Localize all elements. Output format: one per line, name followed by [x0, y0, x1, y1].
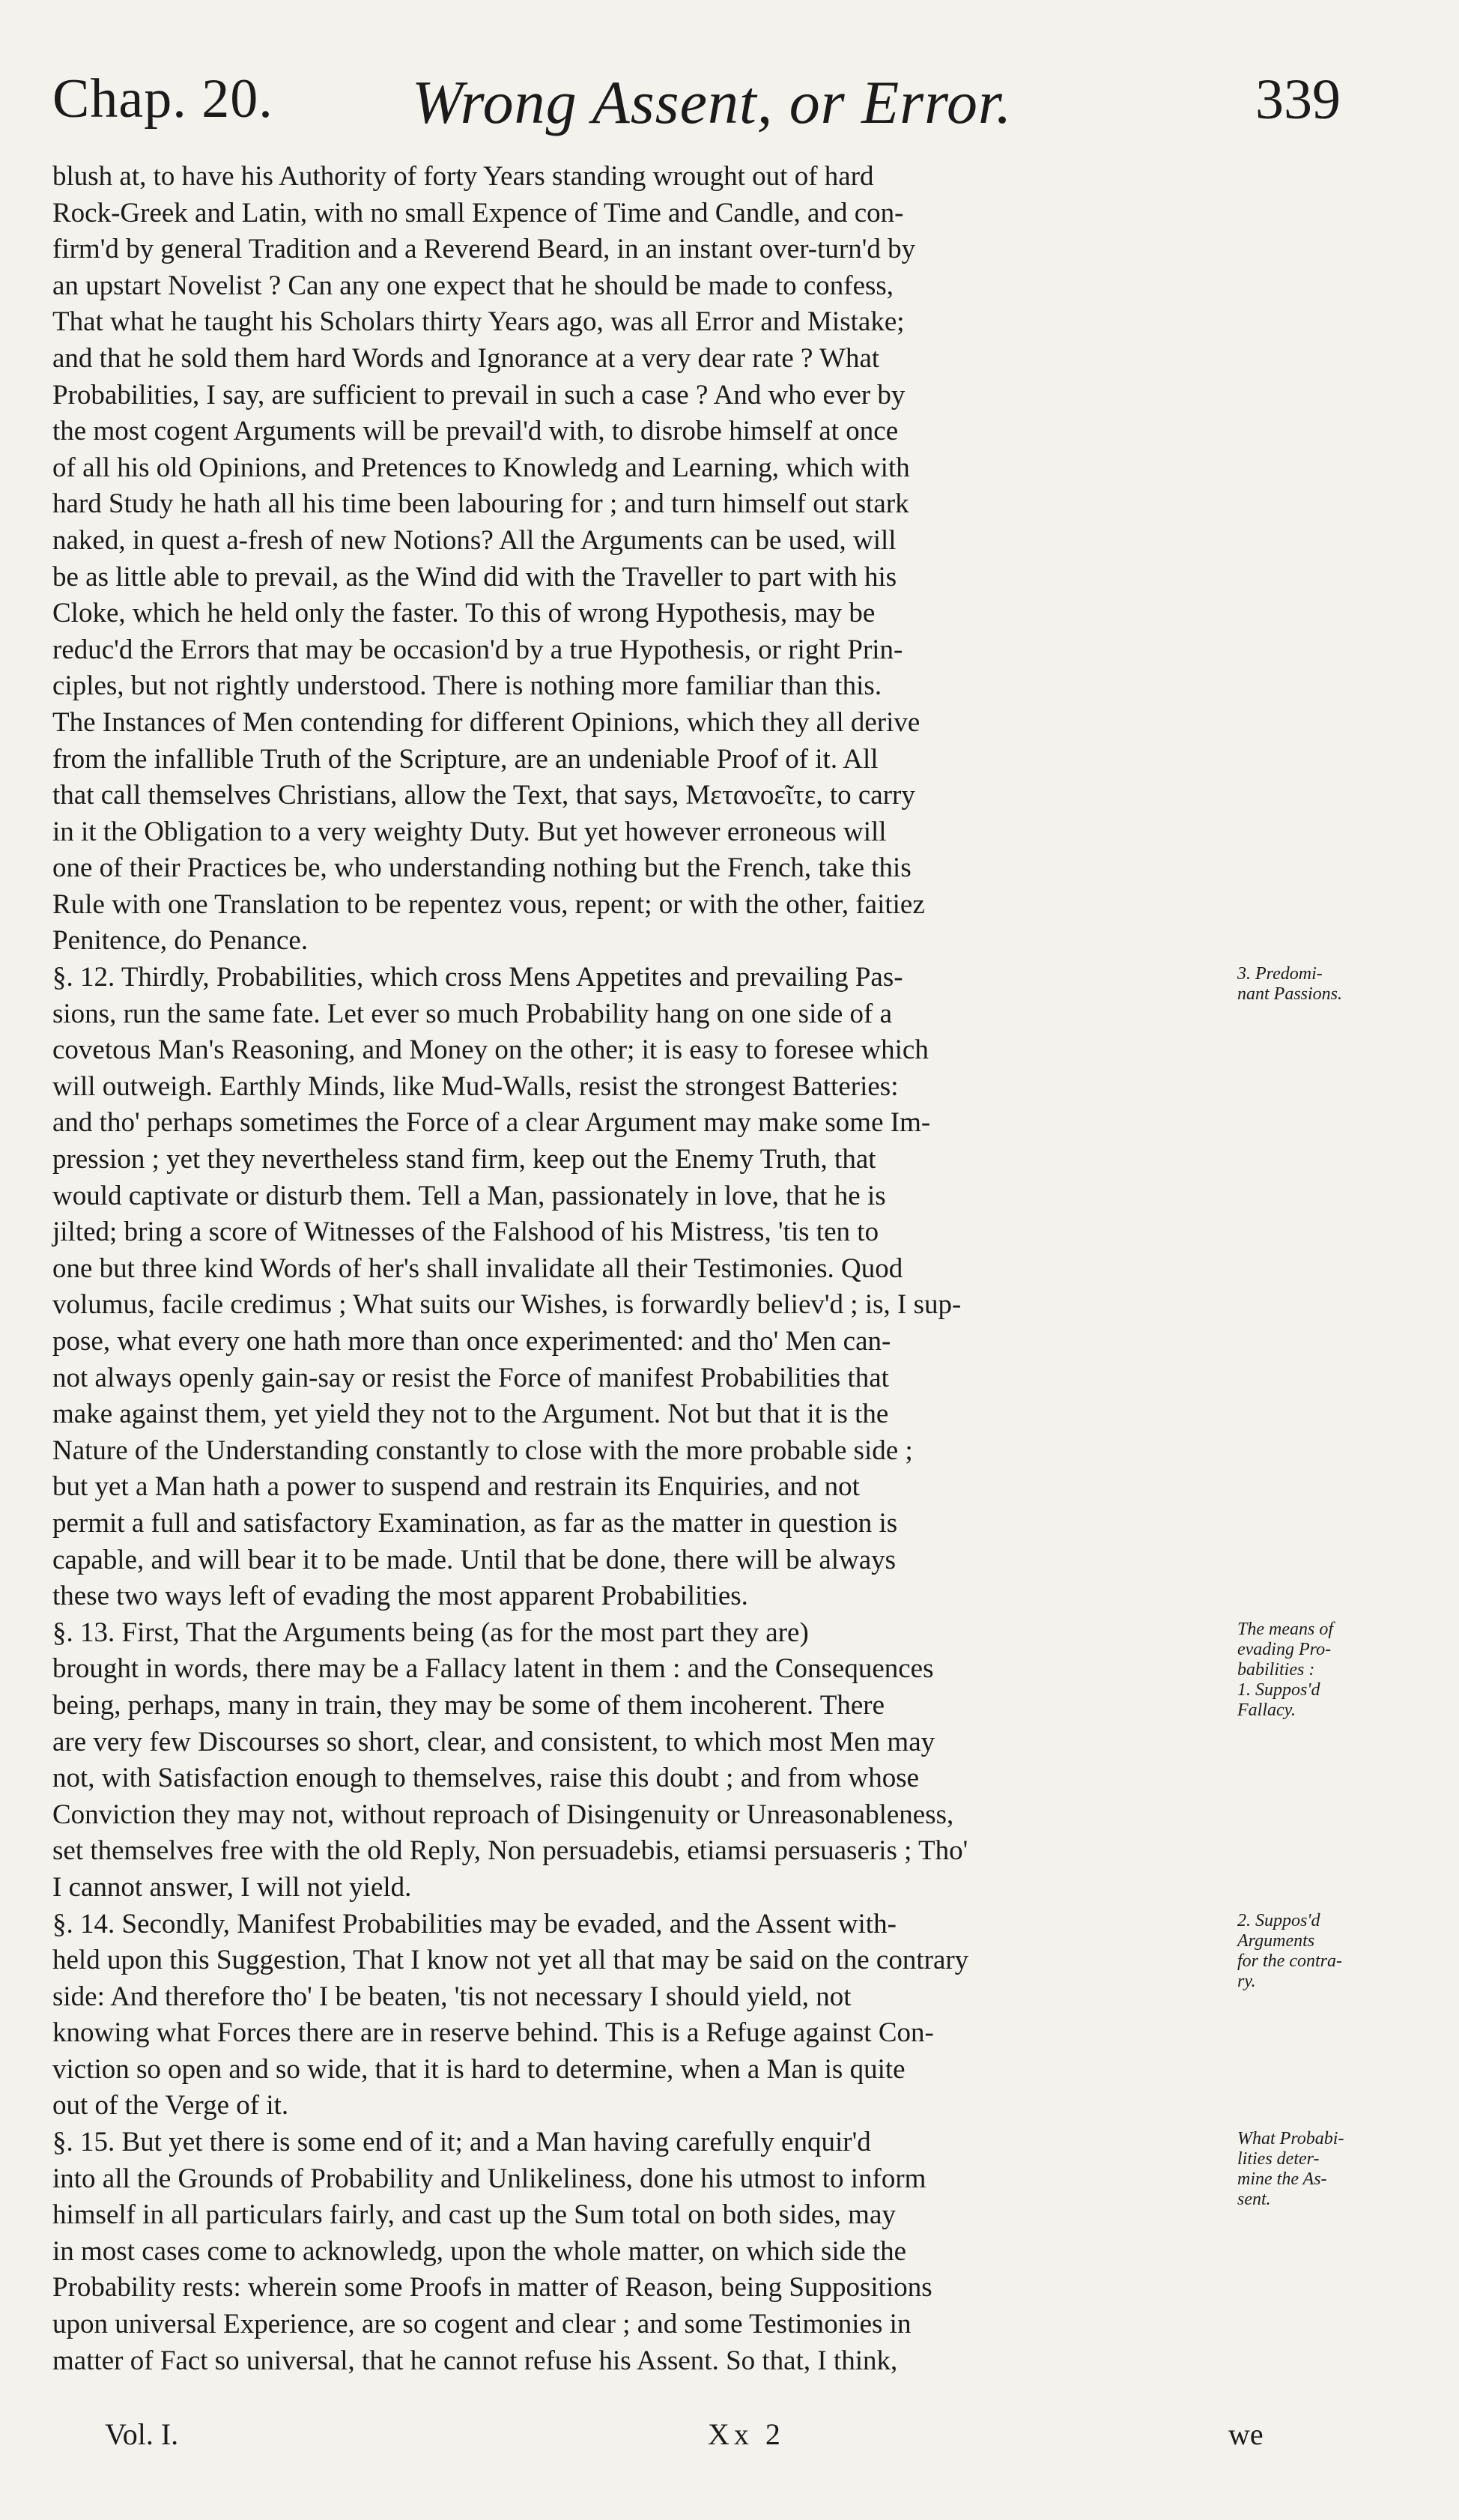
catchword: we	[1228, 2417, 1264, 2451]
text-line: these two ways left of evading the most apparent Probabilities.	[52, 1581, 748, 1612]
text-line: viction so open and so wide, that it is hard to determine, when a Man is quite	[52, 2053, 906, 2085]
text-line: pression ; yet they nevertheless stand firm, keep out the Enemy Truth, that	[52, 1144, 876, 1175]
text-line: but yet a Man hath a power to suspend and restrain its Enquiries, and not	[52, 1471, 860, 1503]
text-line: held upon this Suggestion, That I know not yet all that may be said on the contrary	[52, 1945, 969, 1976]
text-line: That what he taught his Scholars thirty Years ago, was all Error and Mistake;	[52, 306, 905, 338]
text-line: Nature of the Understanding constantly to close with the more probable side ;	[52, 1435, 913, 1466]
text-line: permit a full and satisfactory Examination, as far as the matter in question is	[52, 1507, 898, 1539]
text-line: reduc'd the Errors that may be occasion'd by a true Hypothesis, or right Prin-	[52, 634, 903, 665]
text-line: in most cases come to acknowledg, upon the whole matter, on which side the	[52, 2235, 907, 2267]
text-line: into all the Grounds of Probability and Unlikeliness, done his utmost to inform	[52, 2163, 926, 2194]
text-line: will outweigh. Earthly Minds, like Mud-Walls, resist the strongest Batteries:	[52, 1070, 899, 1102]
margin-note: 2. Suppos'd Arguments for the contra- ry.	[1237, 1910, 1342, 1991]
text-line: not, with Satisfaction enough to themselves, raise this doubt ; and from whose	[52, 1763, 920, 1794]
text-line: of all his old Opinions, and Pretences to Knowledg and Learning, which with	[52, 452, 910, 483]
text-line: Cloke, which he held only the faster. To this of wrong Hypothesis, may be	[52, 598, 876, 629]
text-line: Rock-Greek and Latin, with no small Expence of Time and Candle, and con-	[52, 197, 904, 228]
running-title: Wrong Assent, or Error.	[412, 68, 1013, 136]
page-footer	[105, 2417, 1264, 2462]
text-line: Rule with one Translation to be repentez vous, repent; or with the other, faitiez	[52, 888, 925, 920]
text-line: be as little able to prevail, as the Wind did with the Traveller to part with his	[52, 561, 897, 593]
text-line: matter of Fact so universal, that he cannot refuse his Assent. So that, I think,	[52, 2345, 898, 2376]
text-line: an upstart Novelist ? Can any one expect that he should be made to confess,	[52, 270, 894, 301]
page-number: 339	[1255, 68, 1341, 131]
volume-label: Vol. I.	[105, 2417, 179, 2451]
text-line: ciples, but not rightly understood. There is nothing more familiar than this.	[52, 670, 882, 702]
text-line: in it the Obligation to a very weighty Duty. But yet however erroneous will	[52, 816, 887, 847]
text-line: §. 15. But yet there is some end of it; and a Man having carefully enquir'd	[52, 2127, 871, 2158]
text-line: out of the Verge of it.	[52, 2090, 289, 2121]
signature-mark: Xx 2	[708, 2417, 785, 2451]
text-line: are very few Discourses so short, clear, and consistent, to which most Men may	[52, 1726, 935, 1757]
text-line: and that he sold them hard Words and Ignorance at a very dear rate ? What	[52, 342, 880, 374]
text-line: and tho' perhaps sometimes the Force of a clear Argument may make some Im-	[52, 1107, 931, 1139]
text-line: one of their Practices be, who understanding nothing but the French, take this	[52, 852, 912, 884]
text-line: The Instances of Men contending for different Opinions, which they all derive	[52, 706, 920, 738]
text-line: naked, in quest a-fresh of new Notions? All the Arguments can be used, will	[52, 524, 897, 556]
text-line: §. 14. Secondly, Manifest Probabilities may be evaded, and the Assent with-	[52, 1908, 897, 1939]
text-line: blush at, to have his Authority of forty Years standing wrought out of hard	[52, 161, 874, 192]
text-line: covetous Man's Reasoning, and Money on the other; it is easy to foresee which	[52, 1035, 929, 1066]
text-line: one but three kind Words of her's shall invalidate all their Testimonies. Quod	[52, 1253, 903, 1284]
text-line: side: And therefore tho' I be beaten, 'tis not necessary I should yield, not	[52, 1981, 852, 2012]
text-line: the most cogent Arguments will be prevail'd with, to disrobe himself at once	[52, 416, 899, 447]
text-line: I cannot answer, I will not yield.	[52, 1871, 412, 1903]
text-line: would captivate or disturb them. Tell a Man, passionately in love, that he is	[52, 1180, 886, 1211]
text-line: firm'd by general Tradition and a Reverend Beard, in an instant over-turn'd by	[52, 234, 916, 265]
text-line: volumus, facile credimus ; What suits our Wishes, is forwardly believ'd ; is, I sup-	[52, 1289, 962, 1321]
text-line: Conviction they may not, without reproach of Disingenuity or Unreasonableness,	[52, 1799, 954, 1830]
text-line: jilted; bring a score of Witnesses of the Falshood of his Mistress, 'tis ten to	[52, 1217, 879, 1248]
margin-note: 3. Predomi- nant Passions.	[1237, 964, 1343, 1005]
text-line: pose, what every one hath more than once experimented: and tho' Men can-	[52, 1326, 891, 1357]
text-line: capable, and will bear it to be made. Until that be done, there will be always	[52, 1544, 897, 1575]
chapter-label: Chap. 20.	[52, 68, 273, 130]
text-line: Probabilities, I say, are sufficient to prevail in such a case ? And who ever by	[52, 379, 906, 411]
running-header	[52, 67, 1341, 150]
text-line: Penitence, do Penance.	[52, 925, 309, 957]
text-line: §. 12. Thirdly, Probabilities, which cross Mens Appetites and prevailing Pas-	[52, 962, 903, 993]
margin-note: The means of evading Pro- babilities : 1. Suppos'd Fallacy.	[1237, 1620, 1333, 1720]
text-line: set themselves free with the old Reply, Non persuadebis, etiamsi persuaseris ; Tho'	[52, 1835, 968, 1867]
text-line: sions, run the same fate. Let ever so much Probability hang on one side of a	[52, 998, 893, 1029]
text-line: from the infallible Truth of the Scripture, are an undeniable Proof of it. All	[52, 743, 879, 775]
body-text	[52, 159, 1221, 2379]
text-line: hard Study he hath all his time been labouring for ; and turn himself out stark	[52, 488, 909, 520]
text-line: upon universal Experience, are so cogent and clear ; and some Testimonies in	[52, 2309, 912, 2340]
text-line: brought in words, there may be a Fallacy latent in them : and the Consequences	[52, 1653, 934, 1685]
text-line: knowing what Forces there are in reserve behind. This is a Refuge against Con-	[52, 2017, 934, 2049]
text-line: himself in all particulars fairly, and cast up the Sum total on both sides, may	[52, 2199, 896, 2231]
text-line: §. 13. First, That the Arguments being (as for the most part they are)	[52, 1617, 809, 1648]
text-line: being, perhaps, many in train, they may be some of them incoherent. There	[52, 1689, 885, 1721]
text-line: not always openly gain-say or resist the Force of manifest Probabilities that	[52, 1362, 889, 1393]
margin-note: What Probabi- lities deter- mine the As- sent.	[1237, 2129, 1344, 2210]
text-line: that call themselves Christians, allow the Text, that says, Μετανοεῖτε, to carry	[52, 780, 915, 811]
text-line: Probability rests: wherein some Proofs in matter of Reason, being Suppositions	[52, 2272, 932, 2304]
text-line: make against them, yet yield they not to the Argument. Not but that it is the	[52, 1399, 889, 1430]
